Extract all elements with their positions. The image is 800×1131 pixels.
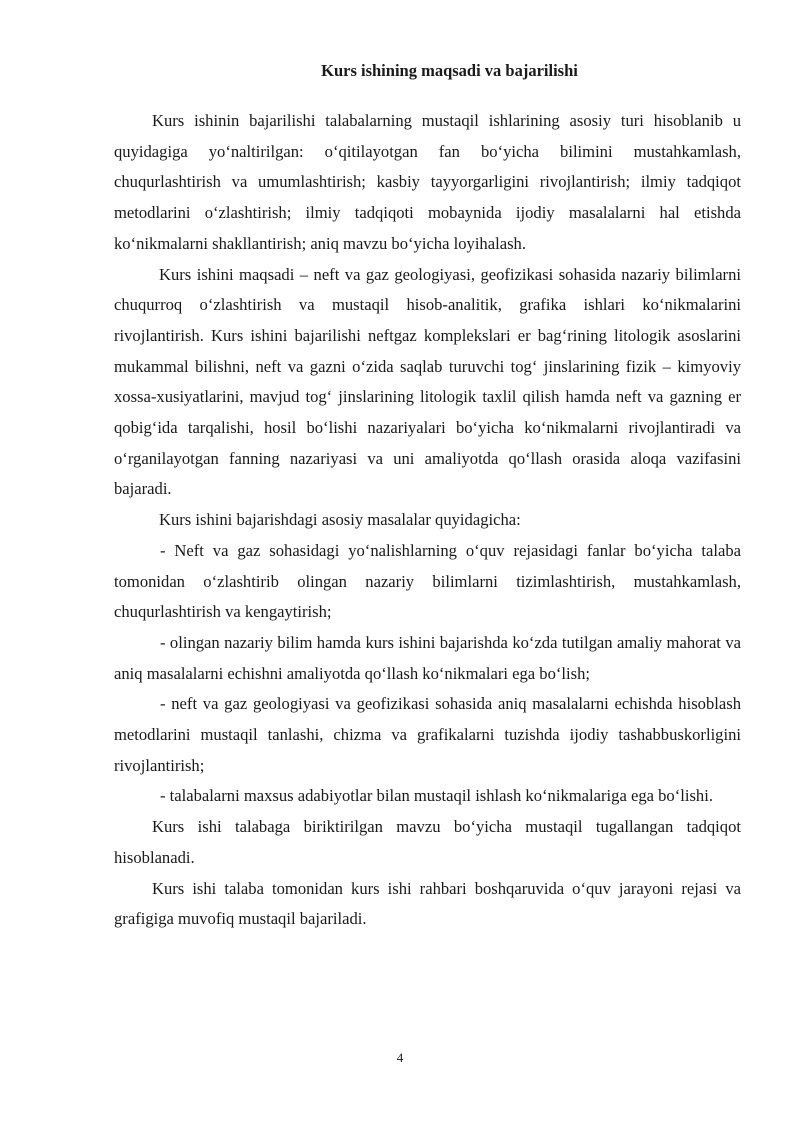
page-title: Kurs ishining maqsadi va bajarilishi: [321, 61, 578, 80]
paragraph-intro: Kurs ishinin bajarilishi talabalarning mustaqil ishlarining asosiy turi hisoblanib u quyidagiga yo‘naltirilgan: o‘qitilayotgan fan bo‘yicha bilimini mustahkamlash, chuqurlashtirish va umumlashtirish; kasbiy tayyorgarligini rivojlantirish; ilmiy tadqiqot metodlarini o‘zlashtirish; ilmiy tadqiqoti mobaynida ijodiy masalalarni hal etishda ko‘nikmalarni shakllantirish; aniq mavzu bo‘yicha loyihalash.: [114, 111, 741, 253]
list-item: - Neft va gaz sohasidagi yo‘nalishlarning o‘quv rejasidagi fanlar bo‘yicha talaba tomonidan o‘zlashtirib olingan nazariy bilimlarni tizimlashtirish, mustahkamlash, chuqurlashtirish va kengaytirish;: [114, 540, 741, 622]
paragraph-goal: Kurs ishini maqsadi – neft va gaz geologiyasi, geofizikasi sohasida nazariy bilimlarni chuqurroq o‘zlashtirish va mustaqil hisob-analitik, grafika ishlari ko‘nikmalarini rivojlantirish. Kurs ishini bajarilishi neftgaz komplekslari er bag‘rining litologik asoslarini mukammal bilishni, neft va gazni o‘zida saqlab turuvchi tog‘ jinslarining fizik – kimyoviy xossa-xusiyatlarini, mavjud tog‘ jinslarining litologik taxlil qilish hamda neft va gazning er qobig‘ida tarqalishi, hosil bo‘lishi nazariyalari bo‘yicha ko‘nikmalarni rivojlantiradi va o‘rganilayotgan fanning nazariyasi va uni amaliyotda qo‘llash orasida aloqa vazifasini bajaradi.: [114, 264, 741, 499]
paragraph-research: Kurs ishi talabaga biriktirilgan mavzu bo‘yicha mustaqil tugallangan tadqiqot hisoblanadi.: [114, 817, 741, 867]
list-item: - neft va gaz geologiyasi va geofizikasi sohasida aniq masalalarni echishda hisoblash metodlarini mustaqil tanlashi, chizma va grafikalarni tuzishda ijodiy tashabbuskorligini rivojlantirish;: [114, 694, 741, 775]
paragraph-supervision: Kurs ishi talaba tomonidan kurs ishi rahbari boshqaruvida o‘quv jarayoni rejasi va grafigiga muvofiq mustaqil bajariladi.: [114, 878, 741, 929]
paragraph-tasks-heading: Kurs ishini bajarishdagi asosiy masalalar quyidagicha:: [159, 510, 521, 530]
list-item: - talabalarni maxsus adabiyotlar bilan mustaqil ishlash ko‘nikmalariga ega bo‘lishi.: [160, 786, 713, 806]
list-item: - olingan nazariy bilim hamda kurs ishini bajarishda ko‘zda tutilgan amaliy mahorat va aniq masalalarni echishni amaliyotda qo‘llash ko‘nikmalari ega bo‘lish;: [114, 632, 741, 683]
page-number: 4: [396, 1050, 404, 1065]
document-body: [114, 106, 741, 935]
